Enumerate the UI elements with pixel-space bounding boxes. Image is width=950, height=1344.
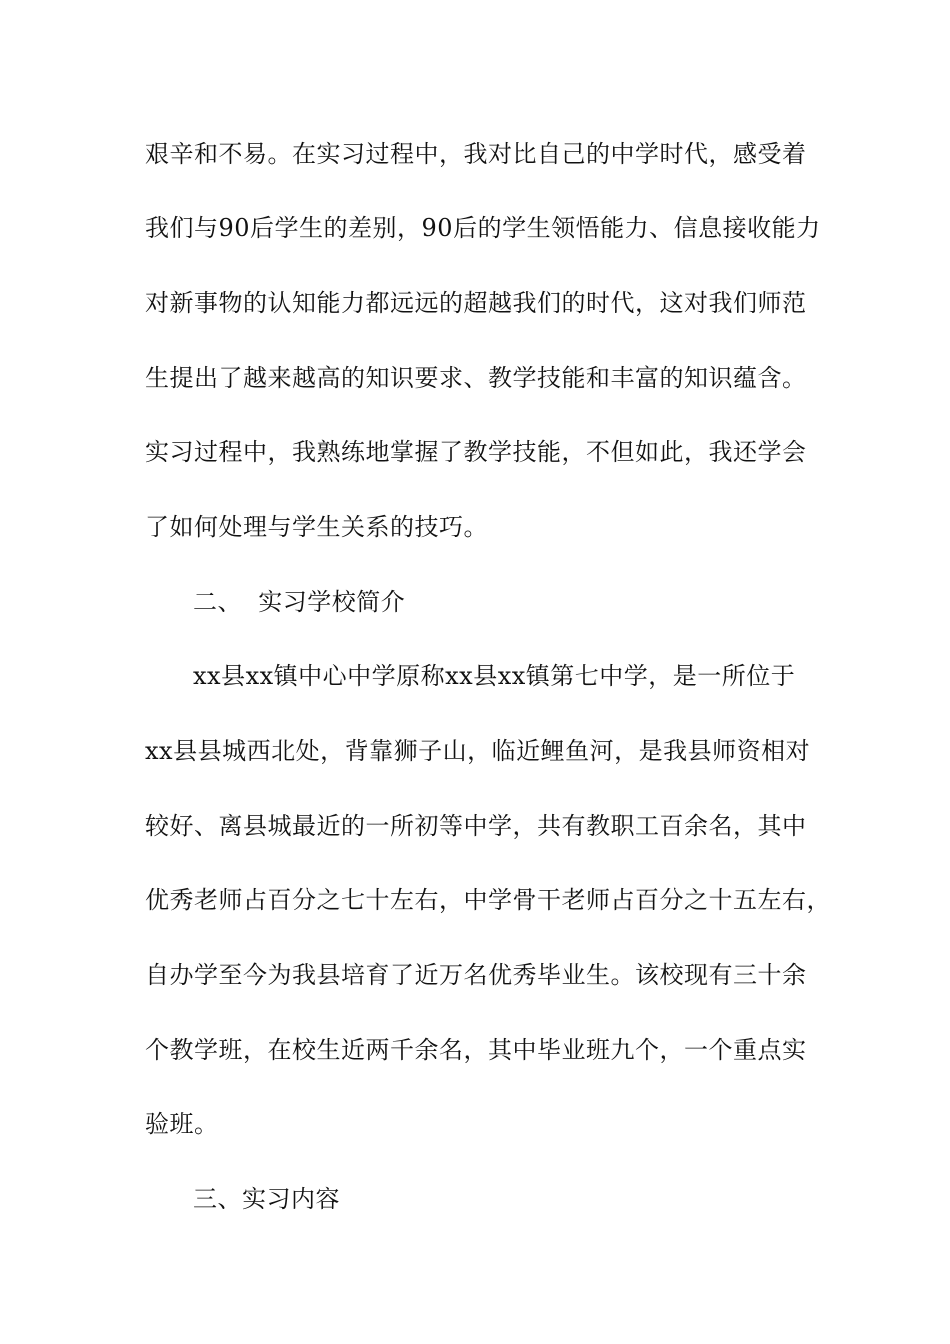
paragraph-line: xx县xx镇中心中学原称xx县xx镇第七中学，是一所位于 xyxy=(193,662,796,690)
paragraph-line: 验班。 xyxy=(145,1110,219,1138)
paragraph-line: 较好、离县城最近的一所初等中学，共有教职工百余名，其中 xyxy=(145,812,807,840)
paragraph-line: 我们与90后学生的差别，90后的学生领悟能力、信息接收能力 xyxy=(145,214,821,242)
paragraph-line: 实习过程中，我熟练地掌握了教学技能，不但如此，我还学会 xyxy=(145,438,807,466)
paragraph-line: 对新事物的认知能力都远远的超越我们的时代，这对我们师范 xyxy=(145,289,807,317)
paragraph-line: xx县县城西北处，背靠狮子山，临近鲤鱼河，是我县师资相对 xyxy=(145,737,811,765)
paragraph-line: 优秀老师占百分之七十左右，中学骨干老师占百分之十五左右， xyxy=(145,886,831,914)
paragraph-line: 艰辛和不易。在实习过程中，我对比自己的中学时代，感受着 xyxy=(145,140,807,168)
paragraph-line: 自办学至今为我县培育了近万名优秀毕业生。该校现有三十余 xyxy=(145,961,807,989)
paragraph-line: 个教学班，在校生近两千余名，其中毕业班九个，一个重点实 xyxy=(145,1036,807,1064)
paragraph-line: 了如何处理与学生关系的技巧。 xyxy=(145,513,488,541)
paragraph-line: 生提出了越来越高的知识要求、教学技能和丰富的知识蕴含。 xyxy=(145,364,807,392)
section-heading: 三、实习内容 xyxy=(193,1185,340,1213)
section-heading: 二、 实习学校简介 xyxy=(193,588,406,616)
